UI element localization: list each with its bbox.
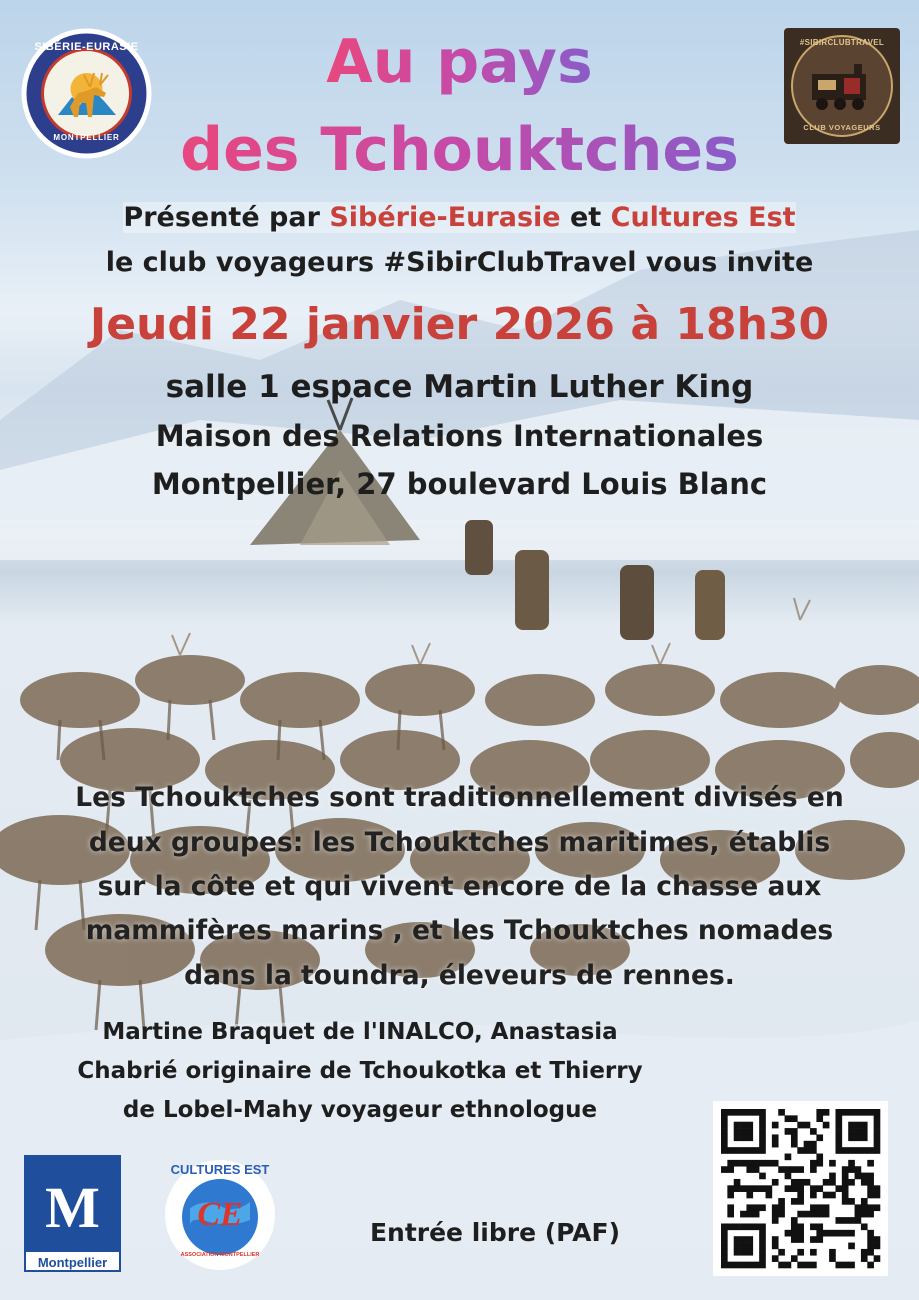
entry-info: Entrée libre (PAF) [369,1218,621,1247]
montpellier-logo [24,1155,121,1272]
cultures-est-logo [160,1158,280,1272]
description-line3: sur la côte et qui vivent encore de la chasse aux [97,871,822,902]
montpellier-logo-letter: M [45,1175,100,1240]
cultures-logo-bottom-text: ASSOCIATION MONTPELLIER [180,1252,260,1258]
cultures-logo-top-text: CULTURES EST [170,1162,270,1177]
event-date: Jeudi 22 janvier 2026 à 18h30 [89,299,830,350]
poster-title-line2 [0,116,919,184]
description-line5: dans la toundra, éleveurs de rennes. [184,960,735,991]
club-logo-top-text: #SIBIRCLUBTRAVEL [799,38,885,47]
venue-line1: salle 1 espace Martin Luther King [165,369,754,405]
org-siberie-eurasie: Sibérie-Eurasie [329,202,561,233]
description-line1: Les Tchouktches sont traditionnellement divisés en [75,782,844,813]
invite-line: le club voyageurs #SibirClubTravel vous invite [105,247,814,278]
venue-line3: Montpellier, 27 boulevard Louis Blanc [151,467,768,501]
siberie-logo-bottom-text: MONTPELLIER [53,133,120,142]
venue-line2: Maison des Relations Internationales [155,419,764,453]
club-logo-bottom-text: CLUB VOYAGEURS [803,123,881,132]
speakers-line2: Chabrié originaire de Tchoukotka et Thierry [77,1058,643,1084]
montpellier-logo-name: Montpellier [24,1250,121,1272]
presented-by-line [0,198,919,238]
qr-code-pattern [713,1101,888,1276]
description-line4: mammifères marins , et les Tchouktches nomades [85,915,834,946]
speakers-line3: de Lobel-Mahy voyageur ethnologue [122,1097,598,1123]
description-line2: deux groupes: les Tchouktches maritimes, établis [88,827,831,858]
cultures-logo-center-text: CE [197,1196,243,1233]
presented-prefix: Présenté par [123,202,330,233]
siberie-logo-top-text: SIBÉRIE-EURASIE [34,41,139,53]
title-line1-text: Au pays [326,27,593,97]
presented-mid: et [560,202,611,233]
speakers-line1: Martine Braquet de l'INALCO, Anastasia [102,1019,618,1045]
qr-code[interactable] [713,1101,888,1276]
org-cultures-est: Cultures Est [610,202,796,233]
title-line2-text: des Tchouktches [180,115,739,185]
poster-title-line1 [0,28,919,96]
